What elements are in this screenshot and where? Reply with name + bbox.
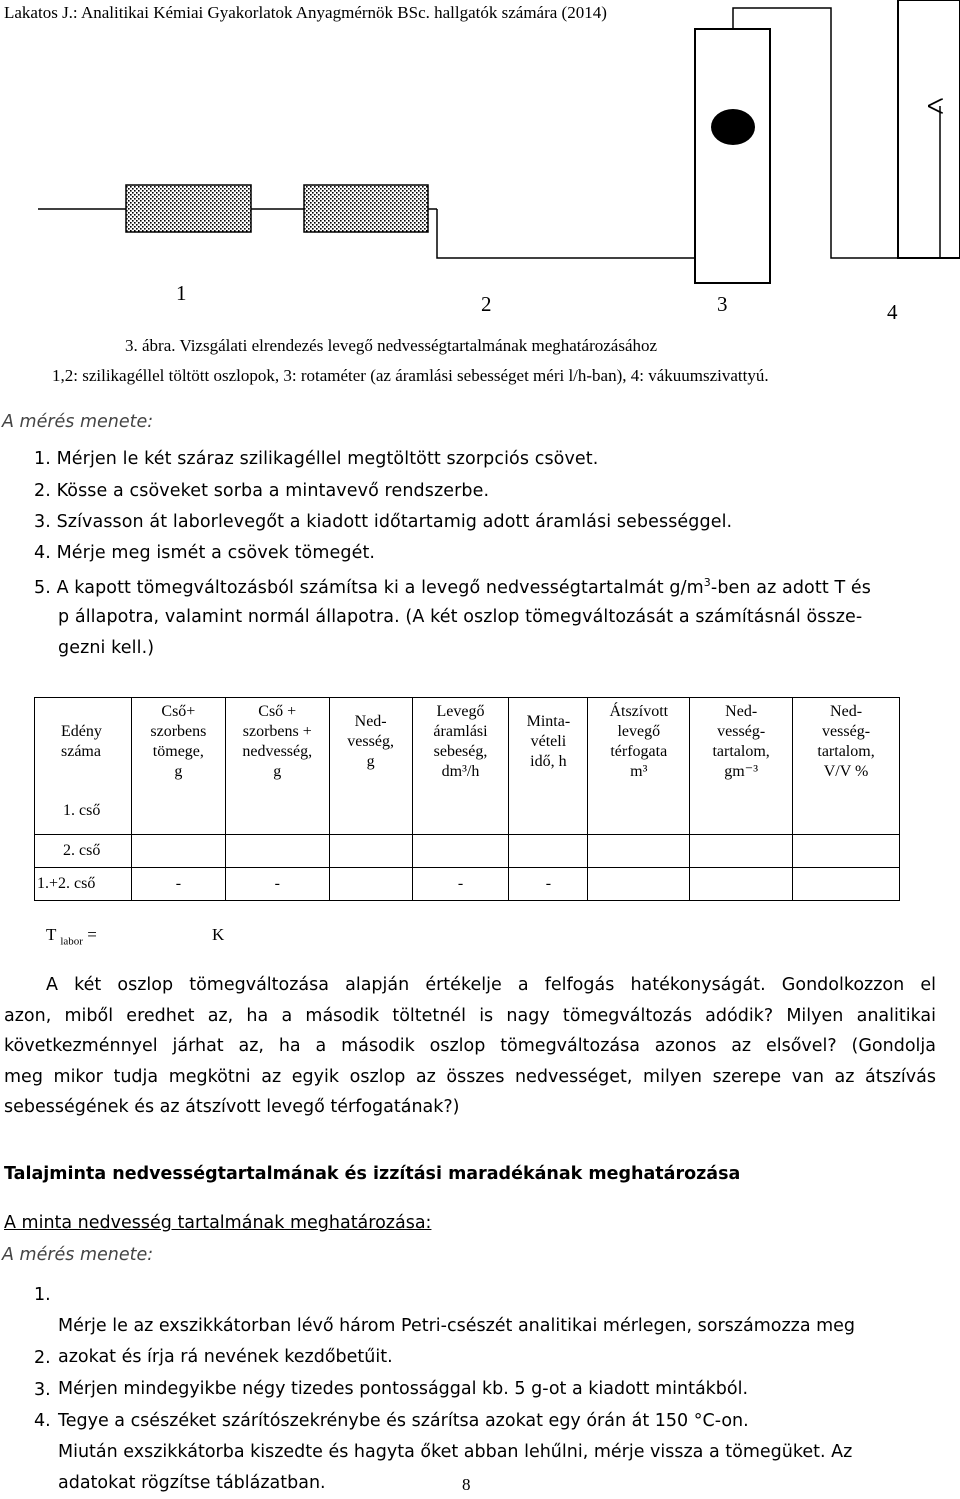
column-1: [126, 185, 251, 232]
procedure-title: A mérés menete:: [2, 1245, 154, 1265]
header-line: szorbens: [150, 723, 207, 740]
header-line: g: [273, 763, 282, 780]
step-line: Mérjen mindegyikbe négy tizedes pontossággal kb. 5 g-ot a kiadott mintákból.: [58, 1379, 749, 1399]
step-line: Tegye a csészéket szárítószekrénybe és szárítsa azokat egy órán át 150 °C-on.: [58, 1411, 749, 1431]
table-cell: [35, 698, 132, 835]
header-line: gm⁻³: [724, 763, 758, 780]
column-header: [793, 698, 899, 782]
column-header: [509, 698, 587, 772]
step-number: 3.: [34, 1380, 51, 1400]
column-header: [226, 698, 329, 782]
step-text: Mérjen le két száraz szilikagéllel megtöltött szorpciós csövet.: [56, 449, 599, 469]
t-labor-unit: K: [212, 925, 225, 944]
t-labor-subscript: labor: [60, 935, 83, 948]
rotameter-float: [711, 109, 755, 145]
step-text: Kösse a csöveket sorba a mintavevő rendszerbe.: [56, 481, 490, 501]
header-line: sebeség,: [433, 743, 488, 760]
row-label-2: 2. cső: [35, 835, 132, 868]
paragraph-line: A két oszlop tömegváltozása alapján értékelje a felfogás hatékonyságát. Gondolkozzon el: [46, 975, 936, 995]
header-line: V/V %: [823, 763, 869, 780]
header-line: térfogata: [610, 743, 668, 760]
column-2: [304, 185, 428, 232]
subsection-heading: A minta nedvesség tartalmának meghatározása:: [4, 1213, 432, 1233]
table-cell: [588, 868, 690, 901]
column-header: [330, 698, 412, 772]
step-continuation: gezni kell.): [58, 638, 155, 658]
step-text: Mérje meg ismét a csövek tömegét.: [56, 543, 376, 563]
header-line: száma: [61, 743, 101, 760]
header-line: Cső+: [161, 703, 196, 720]
figure-caption-title: 3. ábra. Vizsgálati elrendezés levegő nedvességtartalmának meghatározásához: [125, 336, 658, 355]
table-cell: [793, 868, 900, 901]
header-line: g: [174, 763, 183, 780]
column-header: [588, 698, 689, 782]
table-cell: -: [131, 868, 225, 901]
table-row: [35, 835, 900, 868]
table-cell: [690, 698, 793, 835]
header-line: vételi: [530, 733, 567, 750]
measurement-table: [34, 697, 900, 901]
figure-label-1: 1: [176, 281, 187, 305]
table-cell: [329, 835, 412, 868]
table-cell: [793, 835, 900, 868]
row-label-sum: 1.+2. cső: [35, 868, 132, 901]
figure-label-4: 4: [887, 300, 898, 324]
step-line: Miután exszikkátorba kiszedte és hagyta őket abban lehűlni, mérje vissza a tömegüket. Az: [58, 1442, 853, 1462]
procedure-step: [34, 576, 939, 598]
table-cell: [509, 698, 588, 835]
t-labor-field: [46, 925, 97, 947]
step-number: 3.: [34, 512, 51, 532]
table-row: [35, 698, 900, 750]
procedure-step: [34, 543, 934, 563]
header-line: Átszívott: [609, 703, 669, 720]
table-cell: [131, 835, 225, 868]
step-text: A kapott tömegváltozásból számítsa ki a levegő nedvességtartalmát g/m: [56, 577, 704, 598]
table-cell: -: [412, 868, 509, 901]
header-line: levegő: [617, 723, 661, 740]
row-label-1: 1. cső: [63, 802, 101, 819]
step-continuation: p állapotra, valamint normál állapotra. (A két oszlop tömegváltozását a számításnál össze-: [58, 607, 863, 627]
header-line: tömege,: [152, 743, 204, 760]
header-line: tartalom,: [712, 743, 770, 760]
step-number: 2.: [34, 1348, 51, 1368]
header-line: vesség-: [822, 723, 871, 740]
step-number: 4.: [34, 1411, 51, 1431]
header-line: Ned-: [725, 703, 758, 720]
header-line: tartalom,: [817, 743, 875, 760]
table-cell: [329, 698, 412, 835]
evaluation-paragraph: [4, 970, 936, 1123]
step-number: 1.: [34, 449, 51, 469]
step-line: Mérje le az exszikkátorban lévő három Petri-csészét analitikai mérlegen, sorszámozza meg: [58, 1316, 856, 1336]
column-header: [413, 698, 509, 782]
table-cell: [225, 698, 329, 835]
table-cell: [225, 835, 329, 868]
table-cell: [509, 835, 588, 868]
header-line: áramlási: [433, 723, 488, 740]
paragraph-line: következménnyel járhat az, ha a második oszlop tömegváltozása azonos az elsővel? (Gondolja: [4, 1036, 936, 1056]
paragraph-line: sebességének és az átszívott levegő térfogatának?): [4, 1097, 460, 1117]
column-header: [132, 698, 225, 782]
header-line: Ned-: [830, 703, 863, 720]
rotameter: [695, 29, 770, 283]
procedure-step: [34, 1406, 944, 1499]
header-line: g: [366, 753, 375, 770]
figure-label-2: 2: [481, 292, 492, 316]
header-line: Ned-: [354, 713, 387, 730]
procedure-title: A mérés menete:: [2, 412, 154, 432]
table-cell: [588, 835, 690, 868]
table-row: [35, 868, 900, 901]
step-number: 1.: [34, 1285, 51, 1305]
header-line: vesség-: [717, 723, 766, 740]
step-line: azokat és írja rá nevének kezdőbetűit.: [58, 1347, 393, 1367]
procedure-step: [34, 481, 934, 501]
table-cell: [690, 868, 793, 901]
figure-caption-legend: 1,2: szilikagéllel töltött oszlopok, 3: rotaméter (az áramlási sebességet méri l/h-ban), 4: vákuumszivattyú.: [52, 366, 769, 385]
paragraph-line: meg mikor tudja megkötni az egyik oszlop az összes nedvességet, milyen szerepe van az átszívás: [4, 1066, 936, 1087]
paragraph-line: azon, miből eredhet az, ha a második töltetnél is nagy tömegváltozás adódik? Milyen analitikai: [4, 1005, 936, 1026]
header-line: dm³/h: [441, 763, 480, 780]
table-cell: [329, 868, 412, 901]
t-labor-label: T: [46, 925, 57, 944]
header-line: Minta-: [526, 713, 571, 730]
vacuum-pump: [898, 0, 960, 258]
running-header: Lakatos J.: Analitikai Kémiai Gyakorlatok Anyagmérnök BSc. hallgatók számára (2014): [4, 3, 607, 22]
table-cell: [412, 835, 509, 868]
table-cell: [793, 698, 900, 835]
step-text: Szívasson át laborlevegőt a kiadott időtartamig adott áramlási sebességgel.: [56, 512, 733, 532]
header-line: idő, h: [530, 753, 567, 770]
header-line: Levegő: [436, 703, 485, 720]
page-number: 8: [462, 1475, 471, 1494]
procedure-step: [34, 512, 934, 532]
header-line: szorbens +: [242, 723, 312, 740]
header-line: m³: [630, 763, 648, 780]
step-number: 5.: [34, 577, 51, 598]
apparatus-figure: [0, 0, 960, 310]
t-labor-equals: =: [87, 925, 97, 944]
step-text: -ben az adott T és: [710, 577, 871, 598]
column-header: [690, 698, 792, 782]
table-cell: [690, 835, 793, 868]
table-cell: [588, 698, 690, 835]
step-line: adatokat rögzítse táblázatban.: [58, 1473, 326, 1493]
header-line: Edény: [61, 723, 102, 740]
header-line: vesség,: [347, 733, 394, 750]
figure-label-3: 3: [717, 292, 728, 316]
procedure-step: [34, 449, 934, 469]
header-line: nedvesség,: [242, 743, 313, 760]
table-cell: -: [225, 868, 329, 901]
step-number: 4.: [34, 543, 51, 563]
step-number: 2.: [34, 481, 51, 501]
table-cell: -: [509, 868, 588, 901]
table-cell: [131, 698, 225, 835]
column-header: [35, 698, 131, 762]
connector-to-rotameter: [437, 209, 695, 258]
superscript: 3: [703, 576, 711, 589]
header-line: Cső +: [258, 703, 297, 720]
table-cell: [412, 698, 509, 835]
section-heading: Talajminta nedvességtartalmának és izzítási maradékának meghatározása: [4, 1164, 741, 1184]
